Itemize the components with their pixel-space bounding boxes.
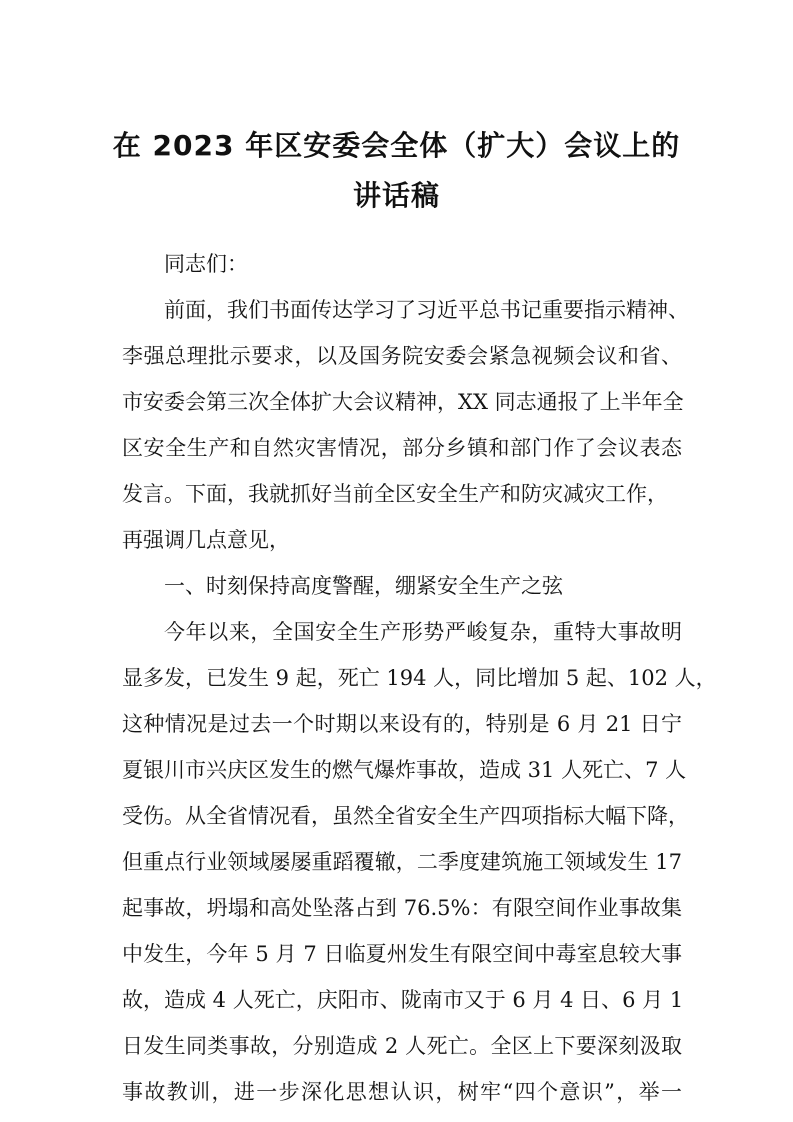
body-line: 这种情况是过去一个时期以来设有的，特别是 6 月 21 日宁 [122, 712, 682, 736]
body-line: 再强调几点意见， [122, 528, 290, 552]
body-line: 起事故，坍塌和高处坠落占到 76.5%：有限空间作业事故集 [122, 896, 682, 920]
body-line: 日发生同类事故，分别造成 2 人死亡。全区上下要深刻汲取 [122, 1034, 682, 1058]
body-line: 中发生，今年 5 月 7 日临夏州发生有限空间中毒室息较大事 [122, 942, 682, 966]
body-line: 显多发，已发生 9 起，死亡 194 人，同比增加 5 起、102 人， [122, 666, 717, 690]
body-line: 区安全生产和自然灾害情况，部分乡镇和部门作了会议表态 [122, 436, 682, 460]
body-line: 发言。下面，我就抓好当前全区安全生产和防灾减灾工作， [122, 482, 668, 506]
body-line: 但重点行业领域屡屡重蹈覆辙，二季度建筑施工领域发生 17 [122, 850, 682, 874]
body-line: 前面，我们书面传达学习了习近平总书记重要指示精神、 [164, 298, 689, 322]
body-line: 夏银川市兴庆区发生的燃气爆炸事故，造成 31 人死亡、7 人 [122, 758, 687, 782]
document-title-line-1: 在 2023 年区安委会全体（扩大）会议上的 [112, 129, 681, 162]
document-title-line-2: 讲话稿 [352, 179, 440, 212]
section-heading: 一、时刻保持高度警醒，绷紧安全生产之弦 [164, 574, 563, 598]
body-line: 今年以来，全国安全生产形势严峻复杂，重特大事故明 [164, 620, 682, 644]
body-line: 事故教训，进一步深化思想认识，树牢“四个意识”，举一 [122, 1080, 682, 1104]
body-line: 市安委会第三次全体扩大会议精神，XX 同志通报了上半年全 [122, 390, 684, 414]
body-line: 受伤。从全省情况看，虽然全省安全生产四项指标大幅下降， [122, 804, 689, 828]
body-line: 李强总理批示要求，以及国务院安委会紧急视频会议和省、 [122, 344, 682, 368]
body-line: 故，造成 4 人死亡，庆阳市、陇南市又于 6 月 4 日、6 月 1 [122, 988, 684, 1012]
salutation: 同志们： [164, 252, 248, 276]
